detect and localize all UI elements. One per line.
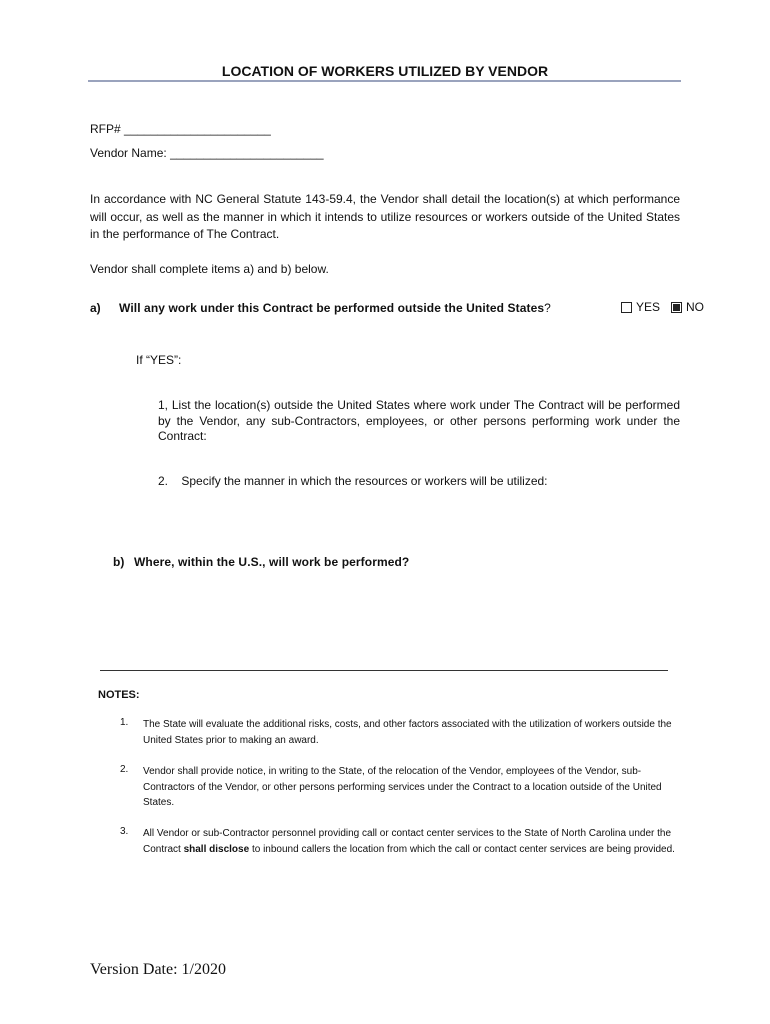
- sub-item-1: 1, List the location(s) outside the United States where work under The Contract will be performed by the Vendor, any sub-Contractors, employees, or other persons performing work under the Contract:: [158, 398, 680, 443]
- section-divider: [100, 670, 668, 671]
- question-a-text: [119, 301, 551, 315]
- yes-checkbox[interactable]: [621, 302, 632, 313]
- note-3-emphasis: shall disclose: [183, 843, 250, 855]
- question-a-label: a): [90, 301, 101, 315]
- version-date: Version Date: 1/2020: [90, 961, 226, 978]
- no-option[interactable]: [671, 300, 704, 314]
- rfp-blank[interactable]: ______________________: [124, 122, 271, 136]
- vendor-name-field: [90, 146, 324, 160]
- page-title: LOCATION OF WORKERS UTILIZED BY VENDOR: [221, 63, 549, 79]
- question-b-text: Where, within the U.S., will work be performed?: [133, 555, 410, 569]
- intro-paragraph: In accordance with NC General Statute 143-59.4, the Vendor shall detail the location(s) at which performance will occur, as well as the manner in which it intends to utilize resources or workers outside of the United States in the performance of The Contract.: [90, 192, 680, 241]
- vendor-name-label: Vendor Name:: [90, 146, 167, 160]
- yes-label: YES: [636, 300, 661, 314]
- note-3-text: [143, 826, 688, 857]
- note-2-text: Vendor shall provide notice, in writing to the State, of the relocation of the Vendor, employees of the Vendor, sub-Contractors of the Vendor, or other persons performing services under the Contract to a location outside of the United States.: [143, 766, 662, 808]
- instruction-text: Vendor shall complete items a) and b) below.: [90, 262, 329, 276]
- no-checkbox[interactable]: [671, 302, 682, 313]
- sub-item-2: [158, 474, 548, 488]
- note-1-text: The State will evaluate the additional risks, costs, and other factors associated with the utilization of workers outside the United States prior to making an award.: [143, 719, 672, 746]
- question-a-question: Will any work under this Contract be performed outside the United States: [119, 301, 545, 315]
- note-3-text-end: to inbound callers the location from which the call or contact center services are being provided.: [249, 843, 675, 855]
- rfp-label: RFP#: [90, 122, 121, 136]
- if-yes-label: If “YES”:: [136, 353, 182, 367]
- notes-heading: NOTES:: [98, 689, 140, 701]
- yes-option[interactable]: [621, 300, 660, 314]
- note-3-text-start: All Vendor or sub-Contractor personnel providing call or contact center services to the State of North Carolina under the Contract: [143, 828, 672, 855]
- note-1-number: 1.: [120, 717, 129, 728]
- question-a-mark: ?: [544, 301, 551, 315]
- note-2-number: 2.: [120, 764, 129, 775]
- title-underline: [88, 80, 681, 82]
- sub-item-2-text: Specify the manner in which the resources or workers will be utilized:: [181, 474, 548, 488]
- rfp-field: [90, 122, 271, 136]
- question-b: [113, 555, 409, 569]
- sub-item-2-number: 2.: [158, 474, 169, 488]
- question-b-label: b): [113, 555, 125, 569]
- note-3-number: 3.: [120, 826, 129, 837]
- vendor-name-blank[interactable]: _______________________: [170, 146, 324, 160]
- no-label: NO: [686, 300, 704, 314]
